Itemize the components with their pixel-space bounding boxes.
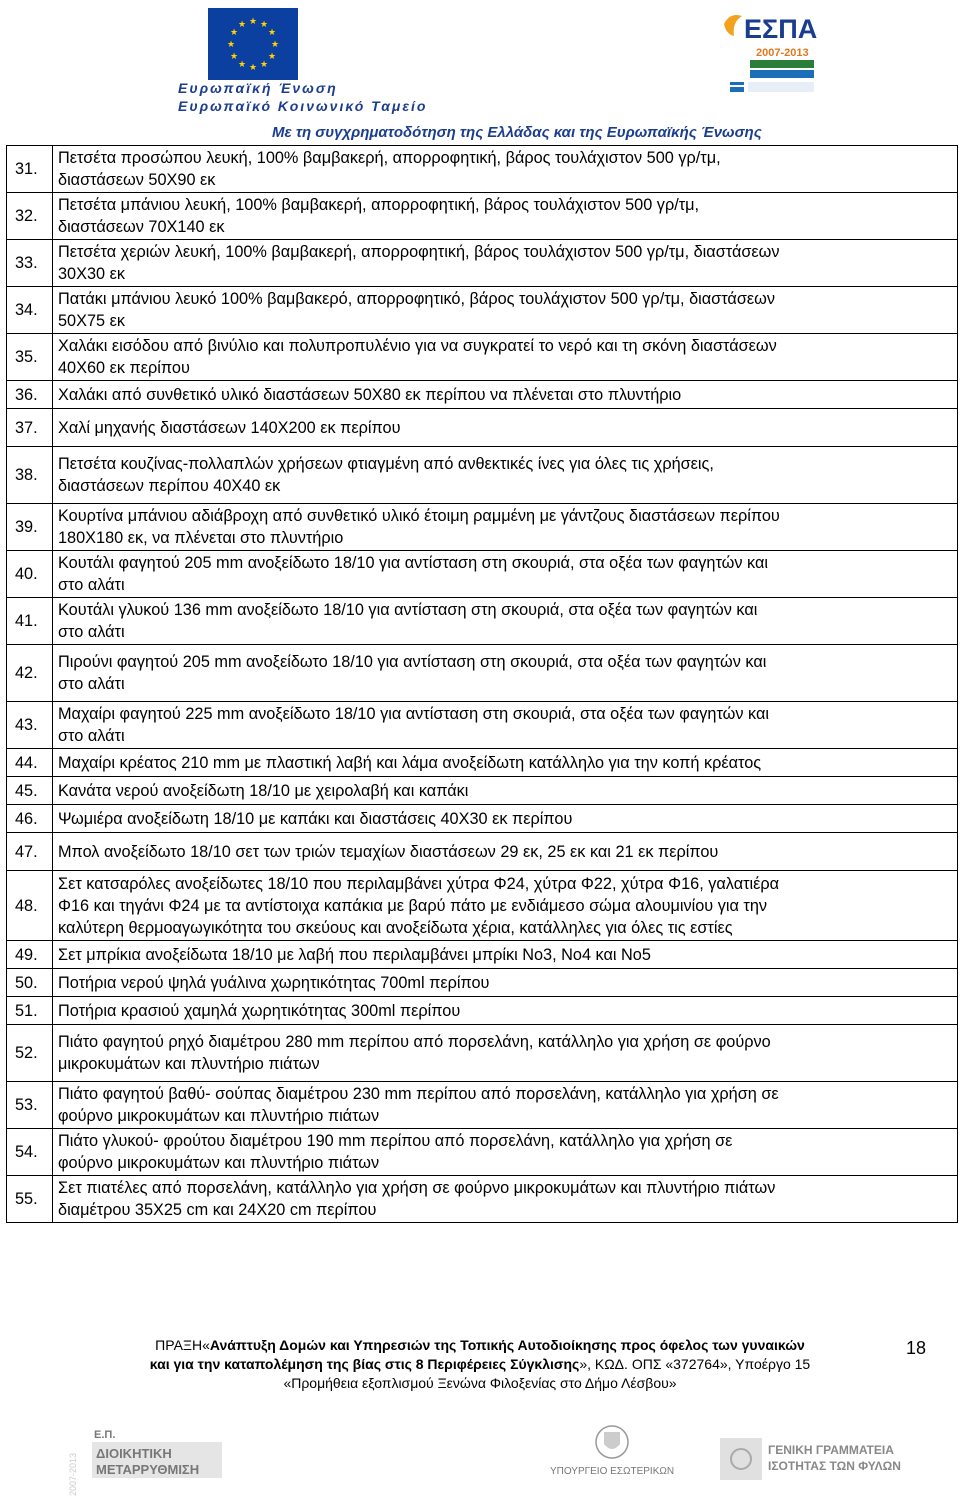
table-row bbox=[7, 551, 958, 598]
item-number: 40. bbox=[7, 551, 53, 598]
item-number: 47. bbox=[7, 833, 53, 871]
item-description bbox=[53, 146, 958, 193]
description-line: φούρνο μικροκυμάτων και πλυντήριο πιάτων bbox=[58, 1154, 380, 1172]
svg-text:★: ★ bbox=[229, 52, 239, 62]
description-line: Πετσέτα κουζίνας-πολλαπλών χρήσεων φτιαγμένη από ανθεκτικές ίνες για όλες τις χρήσεις, bbox=[58, 455, 714, 473]
table-row bbox=[7, 871, 958, 941]
item-description bbox=[53, 1176, 958, 1223]
item-description bbox=[53, 1129, 958, 1176]
item-description bbox=[53, 969, 958, 997]
table-row bbox=[7, 645, 958, 702]
description-line: στο αλάτι bbox=[58, 576, 125, 594]
table-row bbox=[7, 287, 958, 334]
table-row bbox=[7, 777, 958, 805]
footer-prefix: ΠΡΑΞΗ« bbox=[155, 1337, 210, 1353]
gender-equality-logo bbox=[720, 1418, 930, 1498]
description-line: 180Χ180 εκ, να πλένεται στο πλυντήριο bbox=[58, 529, 344, 547]
description-line: Κουτάλι φαγητού 205 mm ανοξείδωτο 18/10 για αντίσταση στη σκουριά, στα οξέα των φαγητών και bbox=[58, 554, 769, 572]
description-line: Χαλί μηχανής διαστάσεων 140Χ200 εκ περίπου bbox=[58, 418, 401, 437]
item-number: 46. bbox=[7, 805, 53, 833]
item-number: 53. bbox=[7, 1082, 53, 1129]
gg2-text: ΙΣΟΤΗΤΑΣ ΤΩΝ ΦΥΛΩΝ bbox=[768, 1459, 901, 1473]
svg-text:★: ★ bbox=[267, 52, 277, 62]
item-description bbox=[53, 409, 958, 447]
eu-caption bbox=[178, 79, 427, 115]
items-table bbox=[6, 145, 958, 1223]
description-line: στο αλάτι bbox=[58, 675, 125, 693]
item-number: 54. bbox=[7, 1129, 53, 1176]
eu-line-1: Ευρωπαϊκή Ένωση bbox=[178, 80, 338, 96]
footer-project-title-cont: και για την καταπολέμηση της βίας στις 8 Περιφέρειες Σύγκλισης bbox=[149, 1356, 580, 1372]
description-line: διαστάσεων 50Χ90 εκ bbox=[58, 171, 216, 189]
description-line: Ψωμιέρα ανοξείδωτη 18/10 με καπάκι και διαστάσεις 40Χ30 εκ περίπου bbox=[58, 809, 573, 828]
item-number: 50. bbox=[7, 969, 53, 997]
footer-line-1 bbox=[0, 1336, 960, 1355]
description-line: Πιάτο φαγητού ρηχό διαμέτρου 280 mm περίπου από πορσελάνη, κατάλληλο για χρήση σε φούρνο bbox=[58, 1033, 771, 1051]
description-line: Σετ πιατέλες από πορσελάνη, κατάλληλο για χρήση σε φούρνο μικροκυμάτων και πλυντήριο πιάτων bbox=[58, 1179, 776, 1197]
description-line: Μαχαίρι κρέατος 210 mm με πλαστική λαβή και λάμα ανοξείδωτη κατάλληλο για την κοπή κρέατος bbox=[58, 753, 762, 772]
description-line: Μπολ ανοξείδωτο 18/10 σετ των τριών τεμαχίων διαστάσεων 29 εκ, 25 εκ και 21 εκ περίπου bbox=[58, 842, 719, 861]
table-row bbox=[7, 240, 958, 287]
svg-text:★: ★ bbox=[237, 60, 247, 70]
item-description bbox=[53, 551, 958, 598]
footer-project-code: », ΚΩΔ. ΟΠΣ «372764», Υποέργο 15 bbox=[579, 1356, 811, 1372]
item-description bbox=[53, 1082, 958, 1129]
gg1-text: ΓΕΝΙΚΗ ΓΡΑΜΜΑΤΕΙΑ bbox=[768, 1443, 894, 1457]
description-line: 30Χ30 εκ bbox=[58, 265, 126, 283]
dm2-text: ΔΙΟΙΚΗΤΙΚΗ bbox=[96, 1446, 172, 1461]
eu-line-2: Ευρωπαϊκό Κοινωνικό Ταμείο bbox=[178, 98, 428, 114]
table-row bbox=[7, 1025, 958, 1082]
description-line: διαστάσεων 70Χ140 εκ bbox=[58, 218, 225, 236]
item-number: 35. bbox=[7, 334, 53, 381]
espa-t-text: ΕΣΠΑ bbox=[744, 14, 818, 44]
ministry-interior-logo bbox=[520, 1418, 705, 1498]
dioikitiki-metarrythmisi-logo bbox=[70, 1418, 250, 1498]
description-line: καλύτερη θερμοαγωγικότητα του σκεύους και ανοξείδωτα χέρια, κατάλληλες για όλες τις εστίες bbox=[58, 918, 733, 937]
item-number: 41. bbox=[7, 598, 53, 645]
item-description bbox=[53, 749, 958, 777]
table-row bbox=[7, 997, 958, 1025]
description-line: Κανάτα νερού ανοξείδωτη 18/10 με χειρολαβή και καπάκι bbox=[58, 781, 469, 800]
item-description bbox=[53, 598, 958, 645]
item-description bbox=[53, 805, 958, 833]
item-description bbox=[53, 504, 958, 551]
description-line: Φ16 και τηγάνι Φ24 με τα αντίστοιχα καπάκια με βαρύ πάτο με ενδιάμεσο σώμα αλουμινίου για την bbox=[58, 896, 768, 915]
svg-text:★: ★ bbox=[237, 20, 247, 30]
description-line: Ποτήρια νερού ψηλά γυάλινα χωρητικότητας 700ml περίπου bbox=[58, 973, 490, 992]
svg-text:2007-2013: 2007-2013 bbox=[68, 1452, 78, 1496]
description-line: μικροκυμάτων και πλυντήριο πιάτων bbox=[58, 1055, 320, 1073]
description-line: Πατάκι μπάνιου λευκό 100% βαμβακερό, απορροφητικό, βάρος τουλάχιστον 500 γρ/τμ, διαστάσεων bbox=[58, 290, 775, 308]
svg-text:★: ★ bbox=[259, 60, 269, 70]
table-row bbox=[7, 1129, 958, 1176]
svg-text:★: ★ bbox=[248, 63, 258, 73]
description-line: Πετσέτα χεριών λευκή, 100% βαμβακερή, απορροφητική, βάρος τουλάχιστον 500 γρ/τμ, διαστάσεων bbox=[58, 243, 780, 261]
table-row bbox=[7, 504, 958, 551]
svg-text:★: ★ bbox=[267, 28, 277, 38]
table-row bbox=[7, 1176, 958, 1223]
footer-project-title: Ανάπτυξη Δομών και Υπηρεσιών της Τοπικής Αυτοδιοίκησης προς όφελος των γυναικών bbox=[209, 1337, 805, 1353]
description-line: Χαλάκι εισόδου από βινύλιο και πολυπροπυλένιο για να συγκρατεί το νερό και τη σκόνη διαστάσεων bbox=[58, 337, 777, 355]
item-number: 45. bbox=[7, 777, 53, 805]
table-row bbox=[7, 805, 958, 833]
item-number: 39. bbox=[7, 504, 53, 551]
description-line: Χαλάκι από συνθετικό υλικό διαστάσεων 50Χ80 εκ περίπου να πλένεται στο πλυντήριο bbox=[58, 385, 682, 404]
description-line: φούρνο μικροκυμάτων και πλυντήριο πιάτων bbox=[58, 1107, 380, 1125]
item-description bbox=[53, 447, 958, 504]
description-line: Πιάτο φαγητού βαθύ- σούπας διαμέτρου 230 mm περίπου από πορσελάνη, κατάλληλο για χρήση σε bbox=[58, 1085, 779, 1103]
eu-stars-icon bbox=[208, 8, 298, 80]
item-number: 32. bbox=[7, 193, 53, 240]
table-row bbox=[7, 833, 958, 871]
item-description bbox=[53, 833, 958, 871]
item-number: 44. bbox=[7, 749, 53, 777]
item-description bbox=[53, 381, 958, 409]
table-row bbox=[7, 702, 958, 749]
svg-text:★: ★ bbox=[248, 17, 258, 27]
item-description bbox=[53, 334, 958, 381]
description-line: διαμέτρου 35Χ25 cm και 24Χ20 cm περίπου bbox=[58, 1201, 377, 1219]
table-row bbox=[7, 447, 958, 504]
item-description bbox=[53, 702, 958, 749]
dm1-text: Ε.Π. bbox=[94, 1429, 116, 1441]
item-description bbox=[53, 193, 958, 240]
table-row bbox=[7, 409, 958, 447]
description-line: Πετσέτα προσώπου λευκή, 100% βαμβακερή, απορροφητική, βάρος τουλάχιστον 500 γρ/τμ, bbox=[58, 149, 721, 167]
footer-line-3: «Προμήθεια εξοπλισμού Ξενώνα Φιλοξενίας στο Δήμο Λέσβου» bbox=[283, 1375, 677, 1391]
description-line: Σετ μπρίκια ανοξείδωτα 18/10 με λαβή που περιλαμβάνει μπρίκι Νο3, Νο4 και Νο5 bbox=[58, 945, 651, 964]
item-number: 37. bbox=[7, 409, 53, 447]
table-row bbox=[7, 334, 958, 381]
table-row bbox=[7, 193, 958, 240]
eu-flag-logo bbox=[208, 8, 298, 80]
description-line: 40Χ60 εκ περίπου bbox=[58, 359, 190, 377]
description-line: Πιρούνι φαγητού 205 mm ανοξείδωτο 18/10 για αντίσταση στη σκουριά, στα οξέα των φαγητών και bbox=[58, 653, 767, 671]
item-description bbox=[53, 1025, 958, 1082]
description-line: Σετ κατσαρόλες ανοξείδωτες 18/10 που περιλαμβάνει χύτρα Φ24, χύτρα Φ22, χύτρα Φ16, γαλατιέρα bbox=[58, 874, 780, 893]
item-description bbox=[53, 941, 958, 969]
item-number: 48. bbox=[7, 871, 53, 941]
description-line: Κουτάλι γλυκού 136 mm ανοξείδωτο 18/10 για αντίσταση στη σκουριά, στα οξέα των φαγητών και bbox=[58, 601, 758, 619]
description-line: Ποτήρια κρασιού χαμηλά χωρητικότητας 300ml περίπου bbox=[58, 1001, 461, 1020]
svg-text:★: ★ bbox=[259, 20, 269, 30]
description-line: Κουρτίνα μπάνιου αδιάβροχη από συνθετικό υλικό έτοιμη ραμμένη με γάντζους διαστάσεων περίπου bbox=[58, 507, 780, 525]
description-line: στο αλάτι bbox=[58, 623, 125, 641]
item-description bbox=[53, 645, 958, 702]
description-line: Μαχαίρι φαγητού 225 mm ανοξείδωτο 18/10 για αντίσταση στη σκουριά, στα οξέα των φαγητών και bbox=[58, 705, 770, 723]
min-t-text: ΥΠΟΥΡΓΕΙΟ ΕΣΩΤΕΡΙΚΩΝ bbox=[549, 1466, 675, 1477]
item-description bbox=[53, 777, 958, 805]
table-row bbox=[7, 749, 958, 777]
description-line: Πιάτο γλυκού- φρούτου διαμέτρου 190 mm περίπου από πορσελάνη, κατάλληλο για χρήση σε bbox=[58, 1132, 733, 1150]
table-row bbox=[7, 598, 958, 645]
item-number: 42. bbox=[7, 645, 53, 702]
svg-text:★: ★ bbox=[226, 40, 236, 50]
table-row bbox=[7, 381, 958, 409]
item-number: 31. bbox=[7, 146, 53, 193]
item-number: 43. bbox=[7, 702, 53, 749]
item-description bbox=[53, 871, 958, 941]
item-description bbox=[53, 997, 958, 1025]
description-line: διαστάσεων περίπου 40Χ40 εκ bbox=[58, 477, 281, 495]
svg-text:★: ★ bbox=[270, 40, 280, 50]
item-number: 55. bbox=[7, 1176, 53, 1223]
description-line: 50Χ75 εκ bbox=[58, 312, 126, 330]
svg-text:★: ★ bbox=[229, 28, 239, 38]
item-number: 52. bbox=[7, 1025, 53, 1082]
item-number: 36. bbox=[7, 381, 53, 409]
page-number: 18 bbox=[906, 1338, 927, 1358]
item-number: 49. bbox=[7, 941, 53, 969]
espa-logo bbox=[720, 6, 830, 96]
table-row bbox=[7, 969, 958, 997]
table-row bbox=[7, 1082, 958, 1129]
dm3-text: ΜΕΤΑΡΡΥΘΜΙΣΗ bbox=[96, 1462, 200, 1477]
table-row bbox=[7, 146, 958, 193]
footer bbox=[0, 1336, 960, 1393]
description-line: στο αλάτι bbox=[58, 727, 125, 745]
item-description bbox=[53, 240, 958, 287]
espa-y-text: 2007-2013 bbox=[756, 47, 809, 59]
item-description bbox=[53, 287, 958, 334]
item-number: 51. bbox=[7, 997, 53, 1025]
description-line: Πετσέτα μπάνιου λευκή, 100% βαμβακερή, απορροφητική, βάρος τουλάχιστον 500 γρ/τμ, bbox=[58, 196, 700, 214]
espa-logo-icon bbox=[720, 6, 830, 96]
item-number: 34. bbox=[7, 287, 53, 334]
item-number: 33. bbox=[7, 240, 53, 287]
cofinance-text: Με τη συγχρηματοδότηση της Ελλάδας και της Ευρωπαϊκής Ένωσης bbox=[272, 124, 762, 141]
footer-line-2 bbox=[0, 1355, 960, 1374]
table-row bbox=[7, 941, 958, 969]
item-number: 38. bbox=[7, 447, 53, 504]
